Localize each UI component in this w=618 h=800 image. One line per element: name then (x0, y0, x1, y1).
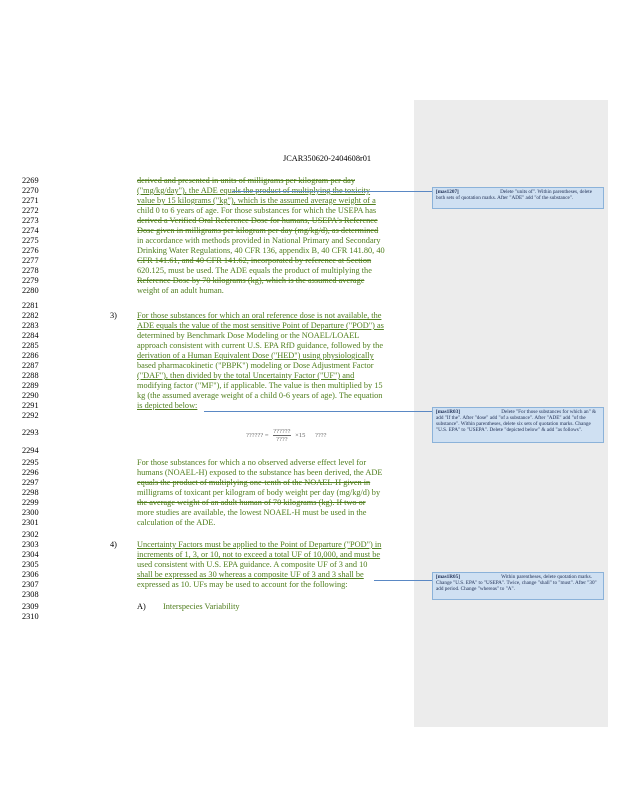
equation-lhs: ?????? = (246, 431, 269, 439)
line-number: 2278 (22, 266, 39, 275)
text-line: derived and presented in units of milligrams per kilogram per day (137, 176, 355, 185)
text-line: Uncertainty Factors must be applied to the Point of Departure ("POD") in (137, 540, 382, 549)
line-number: 2304 (22, 550, 39, 559)
text-line: expressed as 10. UFs may be used to account for the following: (137, 580, 348, 589)
line-number: 2294 (22, 446, 39, 455)
text-line: ("DAF"), then divided by the total Uncertainty Factor ("UF") and (137, 371, 355, 380)
text-line: calculation of the ADE. (137, 518, 216, 527)
comment-text: Delete "units of". Within parentheses, delete both sets of quotation marks. After "ADE" add "of the substance". (436, 189, 593, 201)
text-line: CFR 141.61, and 40 CFR 141.62, incorporated by reference at Section (137, 256, 372, 265)
equation-multiplier: ×15 (295, 431, 306, 439)
sub-item-letter: A) (137, 602, 146, 611)
comment-connector (374, 580, 432, 581)
comment-tag: [mas1R03] (436, 409, 460, 415)
line-number: 2283 (22, 321, 39, 330)
line-number: 2305 (22, 560, 39, 569)
line-number: 2292 (22, 411, 39, 420)
line-number: 2270 (22, 186, 39, 195)
text-line: value by 15 kilograms ("kg"), which is the assumed average weight of a (137, 196, 376, 205)
text-line: used consistent with U.S. EPA guidance. A composite UF of 3 and 10 (137, 560, 368, 569)
equation-denominator: ???? (276, 436, 288, 443)
text-line: the average weight of an adult human of 70 kilograms (kg). If two or (137, 498, 366, 507)
line-number: 2310 (22, 612, 39, 621)
comment-balloon[interactable] (432, 407, 604, 443)
line-number: 2269 (22, 176, 39, 185)
line-number: 2306 (22, 570, 39, 579)
line-number: 2288 (22, 371, 39, 380)
line-number: 2289 (22, 381, 39, 390)
comment-balloon[interactable] (432, 572, 604, 600)
text-line: Reference Dose by 70 kilograms (kg), which is the assumed average (137, 276, 365, 285)
equation-tail: ???? (314, 431, 327, 439)
line-number: 2300 (22, 508, 39, 517)
text-line: determined by Benchmark Dose Modeling or the NOAEL/LOAEL (137, 331, 360, 340)
comment-balloon[interactable] (432, 187, 604, 209)
text-line: more studies are available, the lowest NOAEL-H must be used in the (137, 508, 367, 517)
ade-equation (246, 428, 327, 443)
line-number: 2309 (22, 602, 39, 611)
text-line: in accordance with methods provided in National Primary and Secondary (137, 236, 381, 245)
line-number: 2297 (22, 478, 39, 487)
text-line: derived a Verified Oral Reference Dose for humans, USEPA's Reference (137, 216, 378, 225)
text-line: weight of an adult human. (137, 286, 224, 295)
line-number: 2290 (22, 391, 39, 400)
line-number: 2287 (22, 361, 39, 370)
line-number: 2296 (22, 468, 39, 477)
line-number: 2277 (22, 256, 39, 265)
text-line: For those substances for which a no observed adverse effect level for (137, 458, 367, 467)
equation-fraction (273, 428, 290, 443)
line-number: 2271 (22, 196, 39, 205)
line-number: 2280 (22, 286, 39, 295)
text-line: 620.125, must be used. The ADE equals the product of multiplying the (137, 266, 372, 275)
text-line: shall be expressed as 30 whereas a composite UF of 3 and 3 shall be (137, 570, 364, 579)
line-number: 2301 (22, 518, 39, 527)
comment-connector (204, 411, 432, 412)
line-number: 2279 (22, 276, 39, 285)
line-number: 2307 (22, 580, 39, 589)
comment-text: Within parentheses, delete quotation marks. Change "U.S. EPA" to "USEPA". Twice, change "shall" to "must". After "30" add period. Change "whereas" to "A". (436, 574, 597, 592)
line-number: 2285 (22, 341, 39, 350)
text-line: ("mg/kg/day"), the ADE equals the product of multiplying the toxicity (137, 186, 371, 195)
comment-tag: [mas1R05] (436, 574, 460, 580)
comment-text: Delete "For those substances for which an" & add "If the". After "dose" add "of a substance". After "ADE" add "of the substance". Within parentheses, delete six sets of quotation marks. Change "U.S. EPA" to "USEPA". Delete "depicted below" & add "as follows". (436, 409, 597, 433)
sub-item-text: Interspecies Variability (163, 602, 240, 611)
line-number: 2303 (22, 540, 39, 549)
text-line: humans (NOAEL-H) exposed to the substance has been derived, the ADE (137, 468, 383, 477)
line-number: 2291 (22, 401, 39, 410)
text-line: Dose given in milligrams per kilogram per day (mg/kg/d), as determined (137, 226, 379, 235)
equation-numerator: ?????? (273, 428, 291, 435)
text-line: equals the product of multiplying one-tenth of the NOAEL-H given in (137, 478, 371, 487)
line-number: 2284 (22, 331, 39, 340)
text-line: based pharmacokinetic ("PBPK") modeling or Dose Adjustment Factor (137, 361, 374, 370)
comment-tag: [mas1207] (436, 189, 459, 195)
line-number: 2293 (22, 428, 39, 437)
document-id: JCAR350620-2404608r01 (283, 154, 372, 163)
item-number: 3) (110, 311, 117, 320)
line-number: 2286 (22, 351, 39, 360)
text-line: ADE equals the value of the most sensitive Point of Departure ("POD") as (137, 321, 384, 330)
line-number: 2308 (22, 590, 39, 599)
line-number: 2272 (22, 206, 39, 215)
comment-connector (232, 191, 432, 192)
text-line: approach consistent with current U.S. EPA RfD guidance, followed by the (137, 341, 384, 350)
item-number: 4) (110, 540, 117, 549)
text-line: For those substances for which an oral reference dose is not available, the (137, 311, 382, 320)
text-line: kg (the assumed average weight of a child 0-6 years of age). The equation (137, 391, 383, 400)
line-number: 2298 (22, 488, 39, 497)
text-line: milligrams of toxicant per kilogram of body weight per day (mg/kg/d) by (137, 488, 381, 497)
text-line: child 0 to 6 years of age. For those substances for which the USEPA has (137, 206, 377, 215)
line-number: 2276 (22, 246, 39, 255)
line-number: 2299 (22, 498, 39, 507)
text-line: modifying factor ("MF"), if applicable. The value is then multiplied by 15 (137, 381, 383, 390)
line-number: 2274 (22, 226, 39, 235)
line-number: 2281 (22, 301, 39, 310)
text-line: derivation of a Human Equivalent Dose ("HED") using physiologically (137, 351, 374, 360)
line-number: 2273 (22, 216, 39, 225)
text-line: is depicted below: (137, 401, 198, 410)
line-number: 2295 (22, 458, 39, 467)
line-number: 2282 (22, 311, 39, 320)
line-number: 2302 (22, 530, 39, 539)
text-line: increments of 1, 3, or 10, not to exceed a total UF of 10,000, and must be (137, 550, 381, 559)
text-line: Drinking Water Regulations, 40 CFR 136, appendix B, 40 CFR 141.80, 40 (137, 246, 385, 255)
line-number: 2275 (22, 236, 39, 245)
